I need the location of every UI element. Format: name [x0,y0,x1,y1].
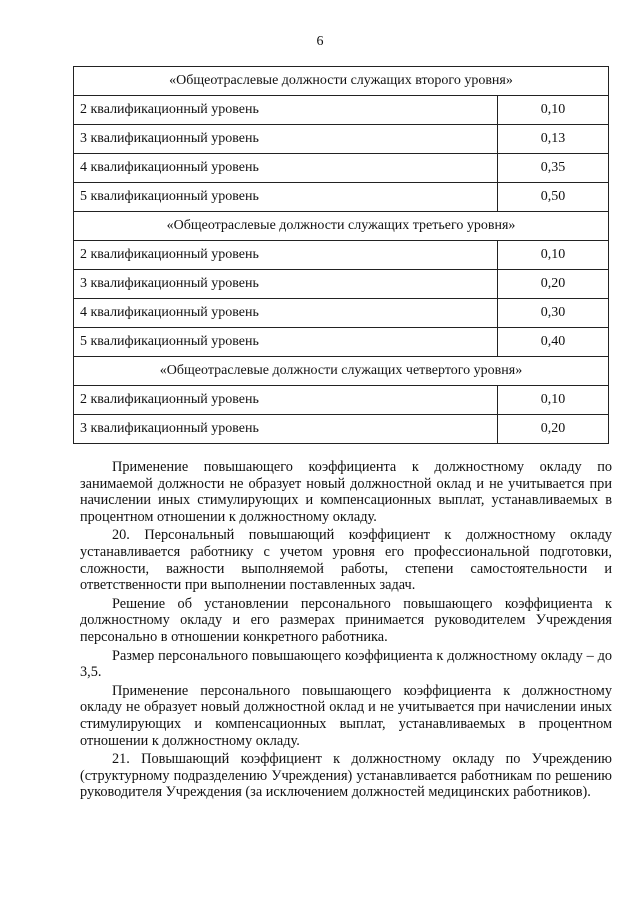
table-row [74,125,609,154]
level-cell: 2 квалификационный уровень [74,386,498,415]
table-row [74,154,609,183]
group-header-row [74,212,609,241]
table-row [74,328,609,357]
level-cell: 5 квалификационный уровень [74,183,498,212]
paragraph: Применение повышающего коэффициента к должностному окладу по занимаемой должности не образует новый должностной оклад и не учитывается при начислении иных стимулирующих и компенсационных выплат, устанавливаемых в процентном отношении к должностному окладу. [80,459,612,525]
paragraph: Применение персонального повышающего коэффициента к должностному окладу не образует новый должностной оклад и не учитывается при начислении иных стимулирующих и компенсационных выплат, устанавливаемых в процентном отношении к должностному окладу. [80,682,612,749]
level-cell: 2 квалификационный уровень [74,96,498,125]
level-cell: 4 квалификационный уровень [74,154,498,183]
table-row [74,415,609,444]
coefficient-cell: 0,35 [498,154,609,183]
level-cell: 3 квалификационный уровень [74,125,498,154]
level-cell: 4 квалификационный уровень [74,299,498,328]
coefficient-cell: 0,10 [498,241,609,270]
paragraph: Решение об установлении персонального повышающего коэффициента к должностному окладу и его размерах принимается руководителем Учреждения персонально в отношении конкретного работника. [80,595,612,645]
page-number: 6 [316,34,324,49]
coefficient-cell: 0,30 [498,299,609,328]
group-title: «Общеотраслевые должности служащих третьего уровня» [74,212,609,241]
level-cell: 3 квалификационный уровень [74,415,498,444]
paragraph: 20. Персональный повышающий коэффициент к должностному окладу устанавливается работнику с учетом уровня его профессиональной подготовки, сложности, важности выполняемой работы, степени самостоятельности и ответственности при выполнении поставленных задач. [80,527,612,594]
table-row [74,299,609,328]
level-cell: 3 квалификационный уровень [74,270,498,299]
level-cell: 5 квалификационный уровень [74,328,498,357]
body-text [80,459,612,801]
coefficient-cell: 0,20 [498,415,609,444]
coefficient-cell: 0,13 [498,125,609,154]
coefficient-cell: 0,20 [498,270,609,299]
group-header-row [74,357,609,386]
coefficients-table [73,66,609,444]
table-row [74,183,609,212]
group-title: «Общеотраслевые должности служащих четвертого уровня» [74,357,609,386]
coefficient-cell: 0,10 [498,386,609,415]
group-title: «Общеотраслевые должности служащих второго уровня» [74,67,609,96]
level-cell: 2 квалификационный уровень [74,241,498,270]
coefficient-cell: 0,50 [498,183,609,212]
table-row [74,241,609,270]
paragraph: Размер персонального повышающего коэффициента к должностному окладу – до 3,5. [80,647,612,681]
table-row [74,96,609,125]
coefficient-cell: 0,40 [498,328,609,357]
paragraph: 21. Повышающий коэффициент к должностному окладу по Учреждению (структурному подразделению Учреждения) устанавливается работникам по решению руководителя Учреждения (за исключением должностей медицинских работников). [80,751,612,801]
table-row [74,386,609,415]
coefficient-cell: 0,10 [498,96,609,125]
table-row [74,270,609,299]
group-header-row [74,67,609,96]
